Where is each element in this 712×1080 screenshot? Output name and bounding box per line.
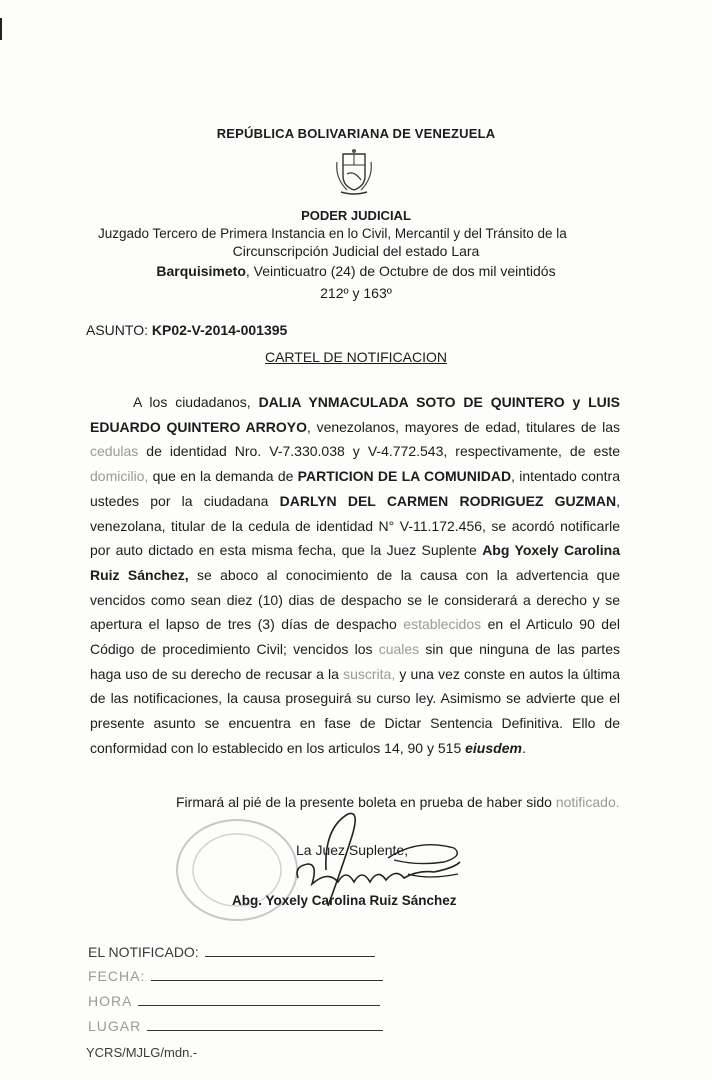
subject-code: KP02-V-2014-001395 xyxy=(151,322,288,338)
hour-line xyxy=(138,1005,380,1006)
scan-edge-mark xyxy=(0,18,2,40)
defendant-names: DALIA YNMACULADA SOTO DE QUINTERO y LUIS EDUARDO QUINTERO ARROYO xyxy=(90,394,620,435)
case-type: PARTICION DE LA COMUNIDAD xyxy=(297,468,512,485)
coat-of-arms-icon xyxy=(333,148,375,196)
date-field: FECHA: xyxy=(88,968,383,984)
plaintiff-name: DARLYN DEL CARMEN RODRIGUEZ GUZMAN xyxy=(279,492,617,509)
place-field: LUGAR xyxy=(88,1018,383,1034)
notified-line xyxy=(205,956,375,957)
reference-initials: YCRS/MJLG/mdn.- xyxy=(86,1045,198,1060)
notified-field: EL NOTIFICADO: xyxy=(88,944,375,960)
date-line-blank xyxy=(151,980,383,981)
branch-heading: PODER JUDICIAL xyxy=(301,208,411,223)
signatory-title: La Juez Suplente, xyxy=(296,842,409,858)
subject-label: ASUNTO: xyxy=(86,322,152,338)
date-line xyxy=(0,263,712,279)
court-line-2: Circunscripción Judicial del estado Lara xyxy=(232,243,480,259)
court-line-1: Juzgado Tercero de Primera Instancia en lo Civil, Mercantil y del Tránsito de la xyxy=(98,226,567,241)
subject-line xyxy=(86,322,287,338)
years-line: 212º y 163º xyxy=(320,285,392,301)
eiusdem: eiusdem xyxy=(465,739,522,756)
judge-name: Abg. Yoxely Carolina Ruiz Sánchez xyxy=(232,893,457,908)
closing-paragraph: Firmará al pié de la presente boleta en prueba de haber sido notificado. xyxy=(176,794,620,810)
city: Barquisimeto xyxy=(156,263,246,279)
document-title: CARTEL DE NOTIFICACION xyxy=(264,349,448,365)
hour-field: HORA xyxy=(88,993,380,1009)
place-line xyxy=(147,1030,383,1031)
notice-body: A los ciudadanos, DALIA YNMACULADA SOTO DE QUINTERO y LUIS EDUARDO QUINTERO ARROYO, venezolanos, mayores de edad, titulares de las cedulas de identidad Nro. V-7.330.038 y V-4.772.543, respectivamente, de este domicilio, que en la demanda de PARTICION DE LA COMUNIDAD, intentado contra ustedes por la ciudadana DARLYN DEL CARMEN RODRIGUEZ GUZMAN, venezolana, titular de la cedula de identidad N° V-11.172.456, se acordó notificarle por auto dictado en esta misma fecha, que la Juez Suplente Abg Yoxely Carolina Ruiz Sánchez, se aboco al conocimiento de la causa con la advertencia que vencidos como sean diez (10) dias de despacho se le considerará a derecho y se apertura el lapso de tres (3) días de despacho establecidos en el Articulo 90 del Código de procedimiento Civil; vencidos los cuales sin que ninguna de las partes haga uso de su derecho de recusar a la suscrita, y una vez conste en autos la última de las notificaciones, la causa proseguirá su curso ley. Asimismo se advierte que el presente asunto se encuentra en fase de Dictar Sentencia Definitiva. Ello de conformidad con lo establecido en los articulos 14, 90 y 515 eiusdem. xyxy=(90,394,621,756)
date-text: , Veinticuatro (24) de Octubre de dos mil veintidós xyxy=(245,263,556,279)
republic-heading: REPÚBLICA BOLIVARIANA DE VENEZUELA xyxy=(216,126,496,141)
judge-name-inline: Abg Yoxely Carolina Ruiz Sánchez, xyxy=(90,542,620,583)
